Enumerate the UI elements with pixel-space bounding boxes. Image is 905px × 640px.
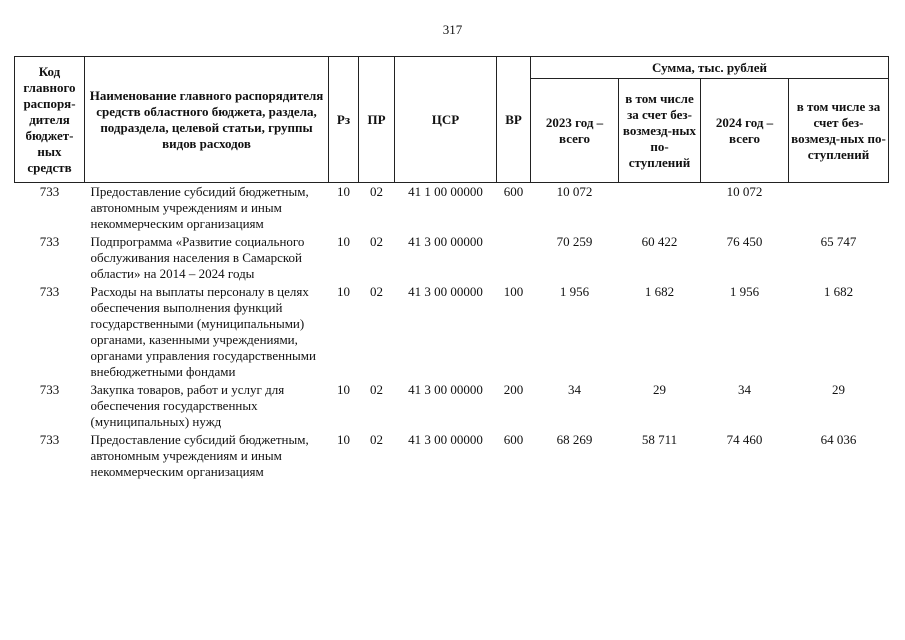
table-row (15, 183, 889, 233)
cell-code: 733 (39, 382, 60, 397)
cell-2024-total: 1 956 (729, 284, 760, 299)
cell-pr: 02 (370, 432, 383, 447)
page-number: 317 (442, 22, 463, 37)
cell-code: 733 (39, 284, 60, 299)
cell-rz: 10 (337, 382, 350, 397)
cell-2023-total: 68 269 (556, 432, 593, 447)
cell-2024-total: 74 460 (726, 432, 763, 447)
cell-rz: 10 (337, 234, 350, 249)
cell-vr: 600 (503, 184, 524, 199)
header-code: Код главного распоря-дителя бюджет-ных средств (15, 57, 85, 183)
cell-2023-free (619, 183, 701, 233)
cell-code: 733 (39, 432, 60, 447)
cell-name: Расходы на выплаты персоналу в целях обеспечения выполнения функций государственными (муниципальными) органами, казенными учреждениями, органами управления государственными внебюджетными фондами (90, 284, 316, 379)
cell-vr: 600 (503, 432, 524, 447)
cell-2024-free: 64 036 (820, 432, 857, 447)
cell-2024-total: 34 (738, 382, 751, 397)
header-2023-free: в том числе за счет без-возмезд-ных по-ступлений (619, 79, 701, 183)
cell-pr: 02 (370, 234, 383, 249)
cell-name: Закупка товаров, работ и услуг для обеспечения государственных (муниципальных) нужд (90, 382, 285, 429)
cell-vr (497, 232, 531, 282)
table-row (15, 380, 889, 430)
cell-2023-free: 58 711 (641, 432, 678, 447)
budget-table (14, 56, 889, 480)
cell-name: Подпрограмма «Развитие социального обслуживания населения в Самарской области» на 2014 – 2024 годы (90, 234, 305, 281)
cell-rz: 10 (337, 184, 350, 199)
header-vr: ВР (497, 57, 531, 183)
cell-2023-total: 70 259 (556, 234, 593, 249)
cell-pr: 02 (370, 184, 383, 199)
cell-2023-total: 34 (568, 382, 581, 397)
header-csr: ЦСР (395, 57, 497, 183)
cell-rz: 10 (337, 432, 350, 447)
cell-name: Предоставление субсидий бюджетным, автономным учреждениям и иным некоммерческим организациям (90, 432, 309, 479)
table-row (15, 430, 889, 480)
cell-name: Предоставление субсидий бюджетным, автономным учреждениям и иным некоммерческим организациям (90, 184, 309, 231)
cell-csr: 41 1 00 00000 (408, 184, 483, 199)
header-2023-total: 2023 год – всего (531, 79, 619, 183)
header-pr: ПР (359, 57, 395, 183)
cell-2023-free: 60 422 (641, 234, 678, 249)
cell-vr: 100 (503, 284, 524, 299)
cell-csr: 41 3 00 00000 (408, 234, 483, 249)
header-rz: Рз (329, 57, 359, 183)
cell-code: 733 (39, 234, 60, 249)
cell-csr: 41 3 00 00000 (408, 284, 483, 299)
cell-2024-free (789, 183, 889, 233)
cell-code: 733 (39, 184, 60, 199)
header-2024-total: 2024 год – всего (701, 79, 789, 183)
cell-2023-total: 1 956 (559, 284, 590, 299)
cell-2024-total: 10 072 (726, 184, 763, 199)
cell-2024-free: 29 (832, 382, 845, 397)
table-row (15, 232, 889, 282)
cell-2024-total: 76 450 (726, 234, 763, 249)
cell-2024-free: 1 682 (823, 284, 854, 299)
header-name: Наименование главного распорядителя средств областного бюджета, раздела, подраздела, целевой статьи, группы видов расходов (85, 57, 329, 183)
cell-2023-free: 1 682 (644, 284, 675, 299)
cell-rz: 10 (337, 284, 350, 299)
header-sum-group: Сумма, тыс. рублей (531, 57, 889, 79)
cell-2023-total: 10 072 (556, 184, 593, 199)
cell-pr: 02 (370, 284, 383, 299)
cell-csr: 41 3 00 00000 (408, 382, 483, 397)
cell-2024-free: 65 747 (820, 234, 857, 249)
header-2024-free: в том числе за счет без-возмезд-ных по-ступлений (789, 79, 889, 183)
table-row (15, 282, 889, 380)
cell-2023-free: 29 (653, 382, 666, 397)
cell-csr: 41 3 00 00000 (408, 432, 483, 447)
cell-pr: 02 (370, 382, 383, 397)
cell-vr: 200 (503, 382, 524, 397)
